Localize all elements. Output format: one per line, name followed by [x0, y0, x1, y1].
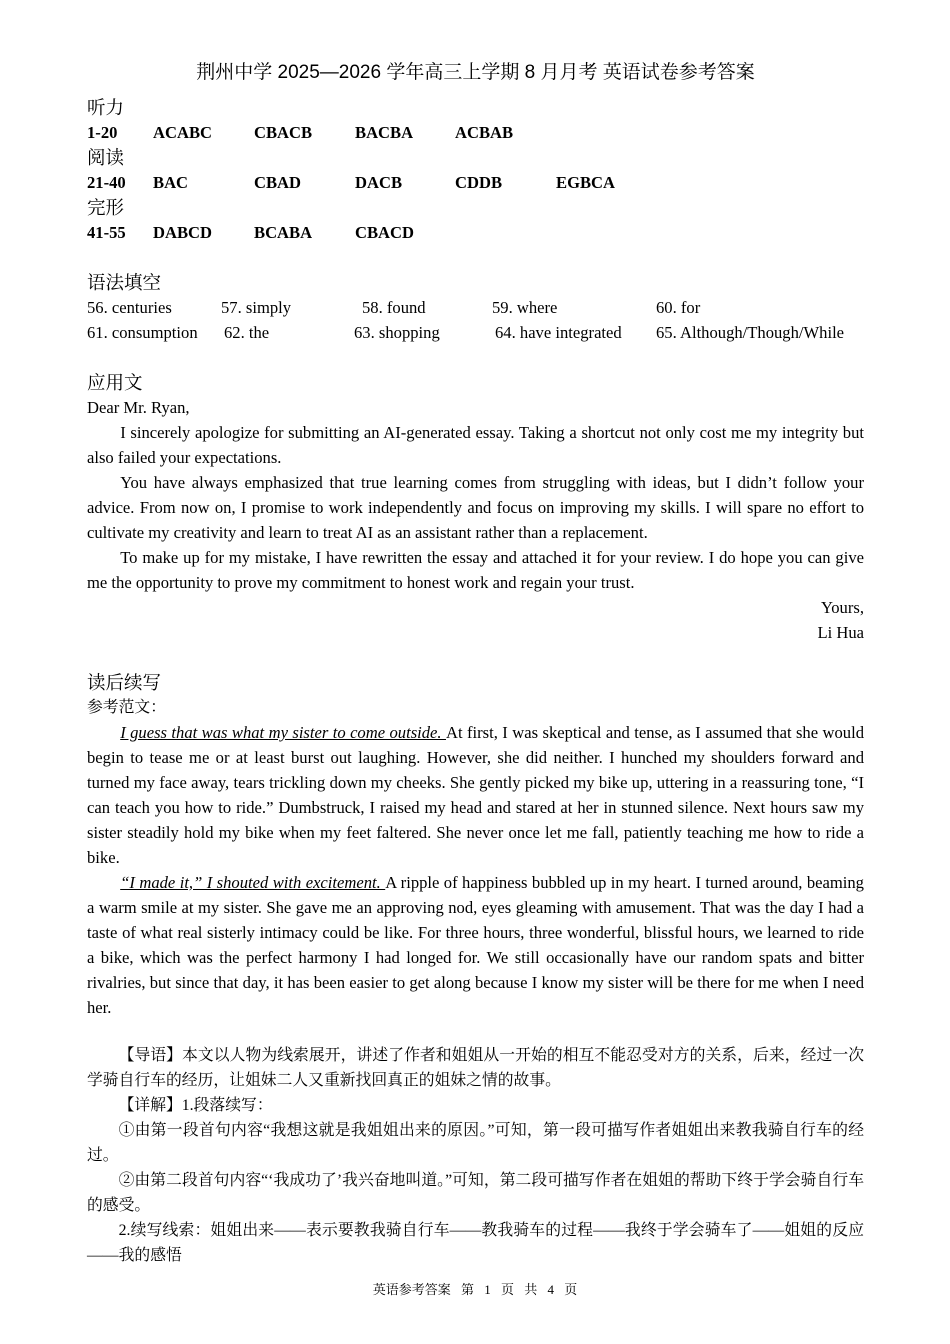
answer-group: ACBAB	[455, 123, 514, 142]
grammar-answer: 59. where	[492, 298, 558, 317]
answer-group: BCABA	[254, 223, 313, 242]
paragraph-body: At first, I was skeptical and tense, as I assumed that she would begin to tease me or at least burst out laughing. However, she did neither. I hunched my shoulders forward and turned my face away, tears trickling down my cheeks. She gently picked my bike up, uttering in a reassuring tone, “I can teach you how to ride.” Dumbstruck, I raised my head and stared at her in stunned silence. Next hours saw my sister steadily hold my bike when my feet faltered. She never once let me fall, patiently teaching me how to ride a bike.	[87, 723, 864, 867]
paragraph-body: A ripple of happiness bubbled up in my heart. I turned around, beaming a warm smile at my sister. She gave me an approving nod, eyes gleaming with amusement. That was the day I had a taste of what real sisterly intimacy could be like. For three hours, three wonderful, blissful hours, we learned to ride a bike, which was the perfect harmony I had longed for. We still occasionally have our random spats and bitter rivalries, but since that day, it has been easier to get along because I know my sister will be there for me when I need her.	[87, 873, 864, 1017]
paragraph-opening-sentence: I guess that was what my sister to come outside.	[120, 723, 446, 742]
answer-range-label: 21-40	[87, 173, 126, 192]
cloze-answers	[87, 220, 864, 245]
grammar-heading: 语法填空	[87, 272, 162, 293]
grammar-row	[87, 295, 864, 320]
letter-paragraph: You have always emphasized that true learning comes from struggling with ideas, but I didn’t follow your advice. From now on, I promise to work independently and focus on improving my skills. I will spare no effort to cultivate my creativity and learn to treat AI as an assistant rather than a replacement.	[87, 473, 864, 542]
letter-paragraph: I sincerely apologize for submitting an AI-generated essay. Taking a shortcut not only cost me my integrity but also failed your expectations.	[87, 423, 864, 467]
essay-paragraph	[87, 720, 864, 870]
page-footer: 英语参考答案 第 1 页 共 4 页	[372, 1282, 578, 1297]
answer-group: BAC	[153, 173, 189, 192]
grammar-answer: 58. found	[362, 298, 426, 317]
document-title: 荆州中学 2025—2026 学年高三上学期 8 月月考 英语试卷参考答案	[196, 62, 755, 83]
essay-paragraph	[87, 870, 864, 1020]
reading-heading: 阅读	[87, 147, 125, 168]
listening-heading: 听力	[87, 97, 125, 118]
grammar-answer: 64. have integrated	[495, 323, 622, 342]
answer-group: CDDB	[455, 173, 503, 192]
analysis-detail-heading: 【详解】1.段落续写：	[118, 1097, 273, 1114]
grammar-answer: 63. shopping	[354, 323, 440, 342]
letter-salutation: Dear Mr. Ryan,	[87, 398, 190, 417]
paragraph-opening-sentence: “I made it,” I shouted with excitement.	[120, 873, 386, 892]
grammar-row	[87, 320, 864, 345]
continuation-heading: 读后续写	[87, 672, 162, 693]
cloze-heading: 完形	[87, 197, 125, 218]
letter-closing: Yours,	[820, 598, 864, 617]
grammar-answer: 65. Although/Though/While	[656, 323, 845, 342]
reading-answers	[87, 170, 864, 195]
model-essay-label: 参考范文：	[87, 699, 166, 716]
answer-group: DACB	[355, 173, 403, 192]
analysis-clue: 2.续写线索：姐姐出来——表示要教我骑自行车——教我骑车的过程——我终于学会骑车了——姐姐的反应——我的感悟	[87, 1222, 864, 1264]
listening-answers	[87, 120, 864, 145]
letter-paragraph: To make up for my mistake, I have rewritten the essay and attached it for your review. I do hope you can give me the opportunity to prove my commitment to honest work and regain your trust.	[87, 548, 864, 592]
answer-group: ACABC	[153, 123, 213, 142]
analysis-point: ①由第一段首句内容“我想这就是我姐姐出来的原因。”可知，第一段可描写作者姐姐出来教我骑自行车的经过。	[87, 1122, 864, 1164]
grammar-answer: 61. consumption	[87, 323, 198, 342]
answer-group: CBAD	[254, 173, 302, 192]
answer-range-label: 41-55	[87, 223, 126, 242]
writing-heading: 应用文	[87, 372, 143, 393]
page-content	[87, 60, 864, 1268]
answer-group: BACBA	[355, 123, 414, 142]
grammar-answer: 62. the	[224, 323, 270, 342]
grammar-answer: 60. for	[656, 298, 701, 317]
analysis-point: ②由第二段首句内容“‘我成功了’我兴奋地叫道。”可知，第二段可描写作者在姐姐的帮助下终于学会骑自行车的感受。	[87, 1172, 864, 1214]
grammar-answer: 56. centuries	[87, 298, 172, 317]
grammar-answer: 57. simply	[221, 298, 292, 317]
answer-group: CBACB	[254, 123, 313, 142]
answer-group: CBACD	[355, 223, 415, 242]
answer-group: DABCD	[153, 223, 213, 242]
answer-range-label: 1-20	[87, 123, 118, 142]
answer-group: EGBCA	[556, 173, 616, 192]
analysis-guide: 【导语】本文以人物为线索展开，讲述了作者和姐姐从一开始的相互不能忍受对方的关系，后来，经过一次学骑自行车的经历，让姐妹二人又重新找回真正的姐妹之情的故事。	[87, 1047, 864, 1089]
letter-signature: Li Hua	[817, 623, 864, 642]
